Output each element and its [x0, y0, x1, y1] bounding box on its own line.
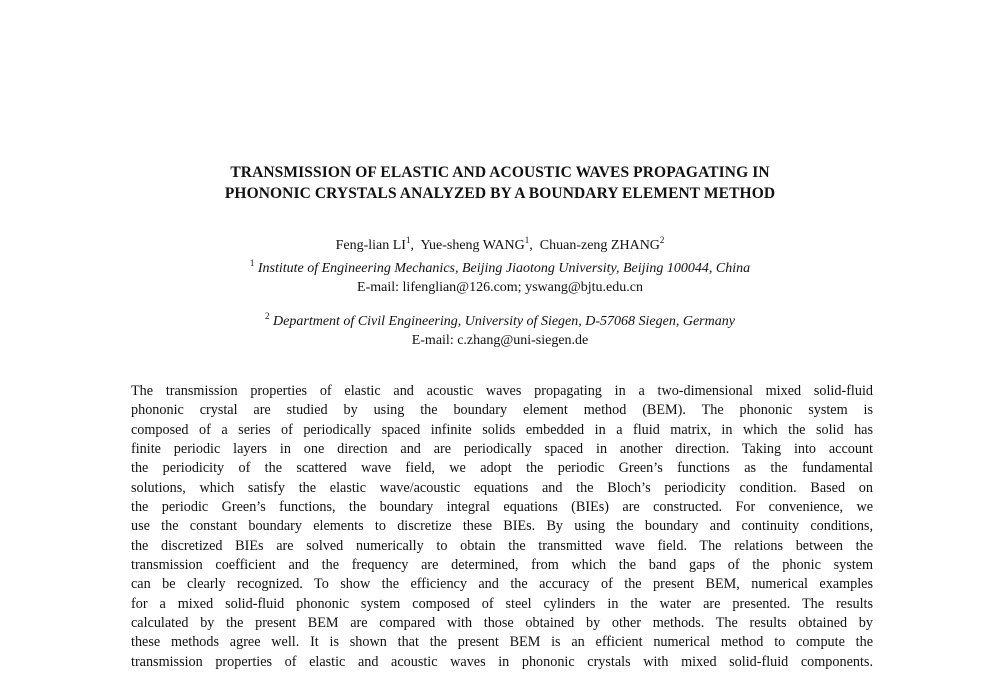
- abstract-line: can be clearly recognized. To show the efficiency and the accuracy of the present BEM, numerical examples: [131, 576, 873, 593]
- abstract-line: phononic crystal are studied by using the boundary element method (BEM). The phononic system is: [131, 402, 873, 419]
- affiliation-1: [100, 259, 900, 297]
- abstract-line: the discretized BIEs are solved numerically to obtain the transmitted wave field. The relations between the: [131, 537, 873, 554]
- affiliation-marker: 1: [249, 258, 255, 268]
- title-line: TRANSMISSION OF ELASTIC AND ACOUSTIC WAVES PROPAGATING IN: [230, 164, 770, 181]
- author-affil-marker: 1: [405, 235, 411, 245]
- abstract-line: calculated by the present BEM are compared with those obtained by other methods. The results obtained by: [131, 615, 873, 632]
- affiliation-2: [100, 312, 900, 350]
- author-name: Feng-lian LI: [335, 238, 406, 253]
- title-line: PHONONIC CRYSTALS ANALYZED BY A BOUNDARY ELEMENT METHOD: [224, 185, 776, 202]
- affiliation-institution: Institute of Engineering Mechanics, Beijing Jiaotong University, Beijing 100044, China: [257, 261, 751, 276]
- affiliation-institution-line: [100, 259, 900, 278]
- affiliation-institution: Department of Civil Engineering, University of Siegen, D-57068 Siegen, Germany: [273, 314, 735, 329]
- author-affil-marker: 1: [524, 235, 530, 245]
- abstract-line: use the constant boundary elements to discretize these BIEs. By using the boundary and continuity conditions,: [131, 518, 873, 535]
- author-name: Chuan-zeng ZHANG: [539, 238, 660, 253]
- author-affil-marker: 2: [659, 235, 665, 245]
- paper-title: [100, 162, 900, 204]
- abstract-line: composed of a series of periodically spaced infinite solids embedded in a fluid matrix, in which the solid has: [131, 421, 873, 438]
- abstract-line: for a mixed solid-fluid phononic system composed of steel cylinders in the water are presented. The results: [131, 595, 873, 612]
- abstract-line: these methods agree well. It is shown that the present BEM is an efficient numerical method to compute the: [131, 634, 873, 651]
- abstract-line: the periodic Green’s functions, the boundary integral equations (BIEs) are constructed. For convenience, we: [131, 499, 873, 516]
- abstract-line: the periodicity of the scattered wave field, we adopt the periodic Green’s functions as the fundamental: [131, 460, 873, 477]
- affiliation-institution-line: [100, 312, 900, 331]
- affiliation-marker: 2: [265, 311, 270, 321]
- abstract-line: The transmission properties of elastic and acoustic waves propagating in a two-dimensional mixed solid-fluid: [131, 383, 873, 399]
- abstract-line: transmission coefficient and the frequency are determined, from which the band gaps of the phonic system: [131, 557, 873, 574]
- abstract: [131, 382, 873, 672]
- abstract-line: solutions, which satisfy the elastic wave/acoustic equations and the Bloch’s periodicity condition. Based on: [131, 479, 873, 496]
- affiliation-email: E-mail: c.zhang@uni-siegen.de: [411, 333, 589, 348]
- author-name: Yue-sheng WANG: [420, 238, 525, 253]
- affiliation-email: E-mail: lifenglian@126.com; yswang@bjtu.edu.cn: [357, 280, 643, 295]
- abstract-line: transmission properties of elastic and acoustic waves in phononic crystals with mixed solid-fluid components.: [131, 653, 873, 670]
- abstract-line: finite periodic layers in one direction and are periodically spaced in another direction. Taking into account: [131, 441, 873, 458]
- author-list: Feng-lian $LI^1$, Yue-sheng WANG$^1$, Chuan-zeng ZHANG$^2$: [335, 235, 665, 253]
